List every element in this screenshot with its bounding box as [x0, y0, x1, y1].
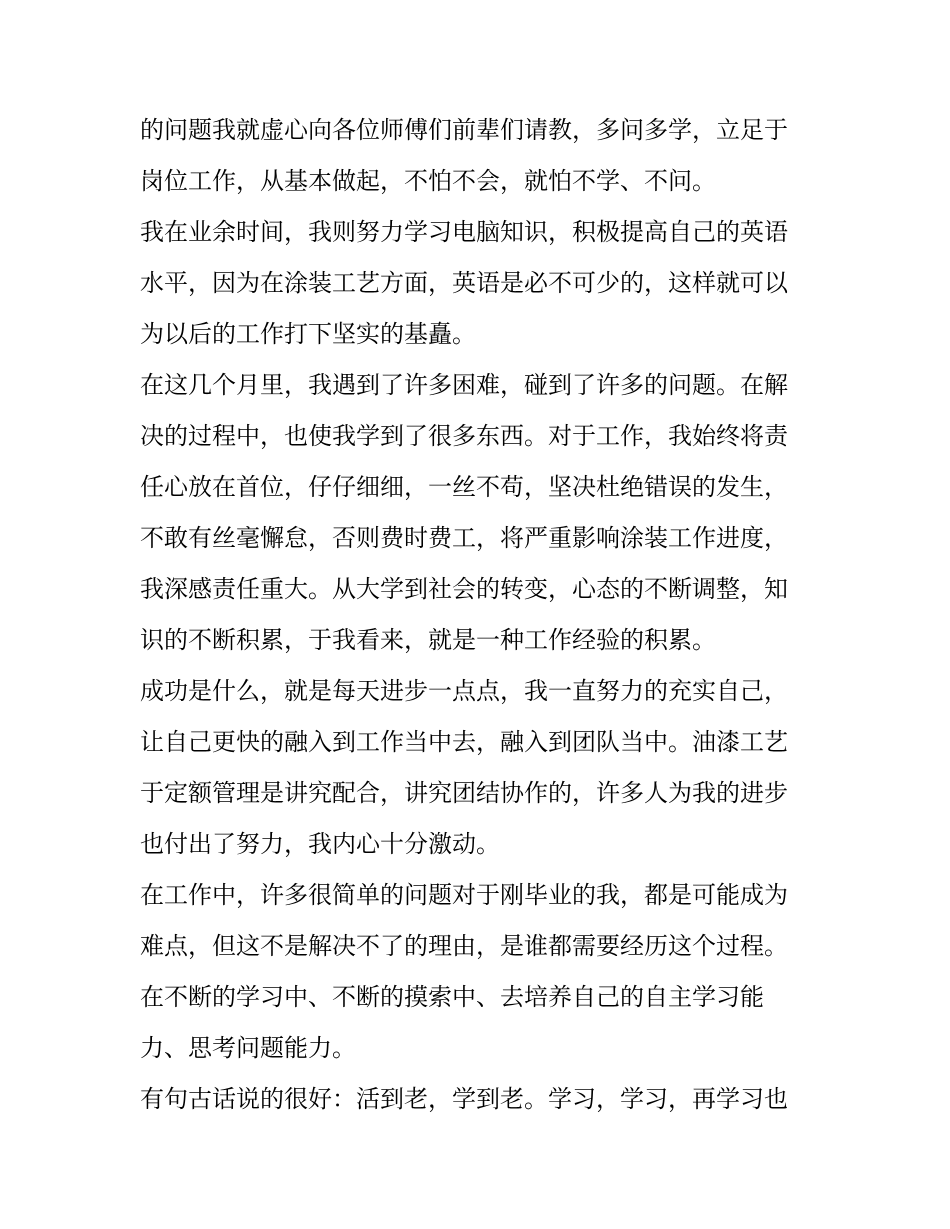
text-line: 决的过程中，也使我学到了很多东西。对于工作，我始终将责 — [140, 422, 788, 450]
text-line: 不敢有丝毫懈怠，否则费时费工，将严重影响涂装工作进度， — [140, 524, 788, 552]
text-line: 难点，但这不是解决不了的理由，是谁都需要经历这个过程。 — [140, 932, 788, 960]
text-line: 成功是什么，就是每天进步一点点，我一直努力的充实自己， — [140, 677, 788, 705]
text-line: 在工作中，许多很简单的问题对于刚毕业的我，都是可能成为 — [140, 881, 788, 909]
text-line: 的问题我就虚心向各位师傅们前辈们请教，多问多学，立足于 — [140, 116, 788, 144]
text-line: 在这几个月里，我遇到了许多困难，碰到了许多的问题。在解 — [140, 371, 788, 399]
text-line: 也付出了努力，我内心十分激动。 — [140, 830, 500, 858]
text-line: 让自己更快的融入到工作当中去，融入到团队当中。油漆工艺 — [140, 728, 788, 756]
text-line: 水平，因为在涂装工艺方面，英语是必不可少的，这样就可以 — [140, 269, 788, 297]
text-line: 力、思考问题能力。 — [140, 1034, 356, 1062]
text-line: 在不断的学习中、不断的摸索中、去培养自己的自主学习能 — [140, 983, 764, 1011]
text-line: 我在业余时间，我则努力学习电脑知识，积极提高自己的英语 — [140, 218, 788, 246]
text-line: 于定额管理是讲究配合，讲究团结协作的，许多人为我的进步 — [140, 779, 788, 807]
text-line: 任心放在首位，仔仔细细，一丝不苟，坚决杜绝错误的发生， — [140, 473, 788, 501]
text-line: 为以后的工作打下坚实的基矗。 — [140, 320, 476, 348]
text-line: 我深感责任重大。从大学到社会的转变，心态的不断调整，知 — [140, 575, 788, 603]
text-line: 有句古话说的很好：活到老，学到老。学习，学习，再学习也 — [140, 1085, 788, 1113]
body-text — [140, 105, 820, 1125]
text-line: 岗位工作，从基本做起，不怕不会，就怕不学、不问。 — [140, 167, 716, 195]
text-line: 识的不断积累，于我看来，就是一种工作经验的积累。 — [140, 626, 716, 654]
